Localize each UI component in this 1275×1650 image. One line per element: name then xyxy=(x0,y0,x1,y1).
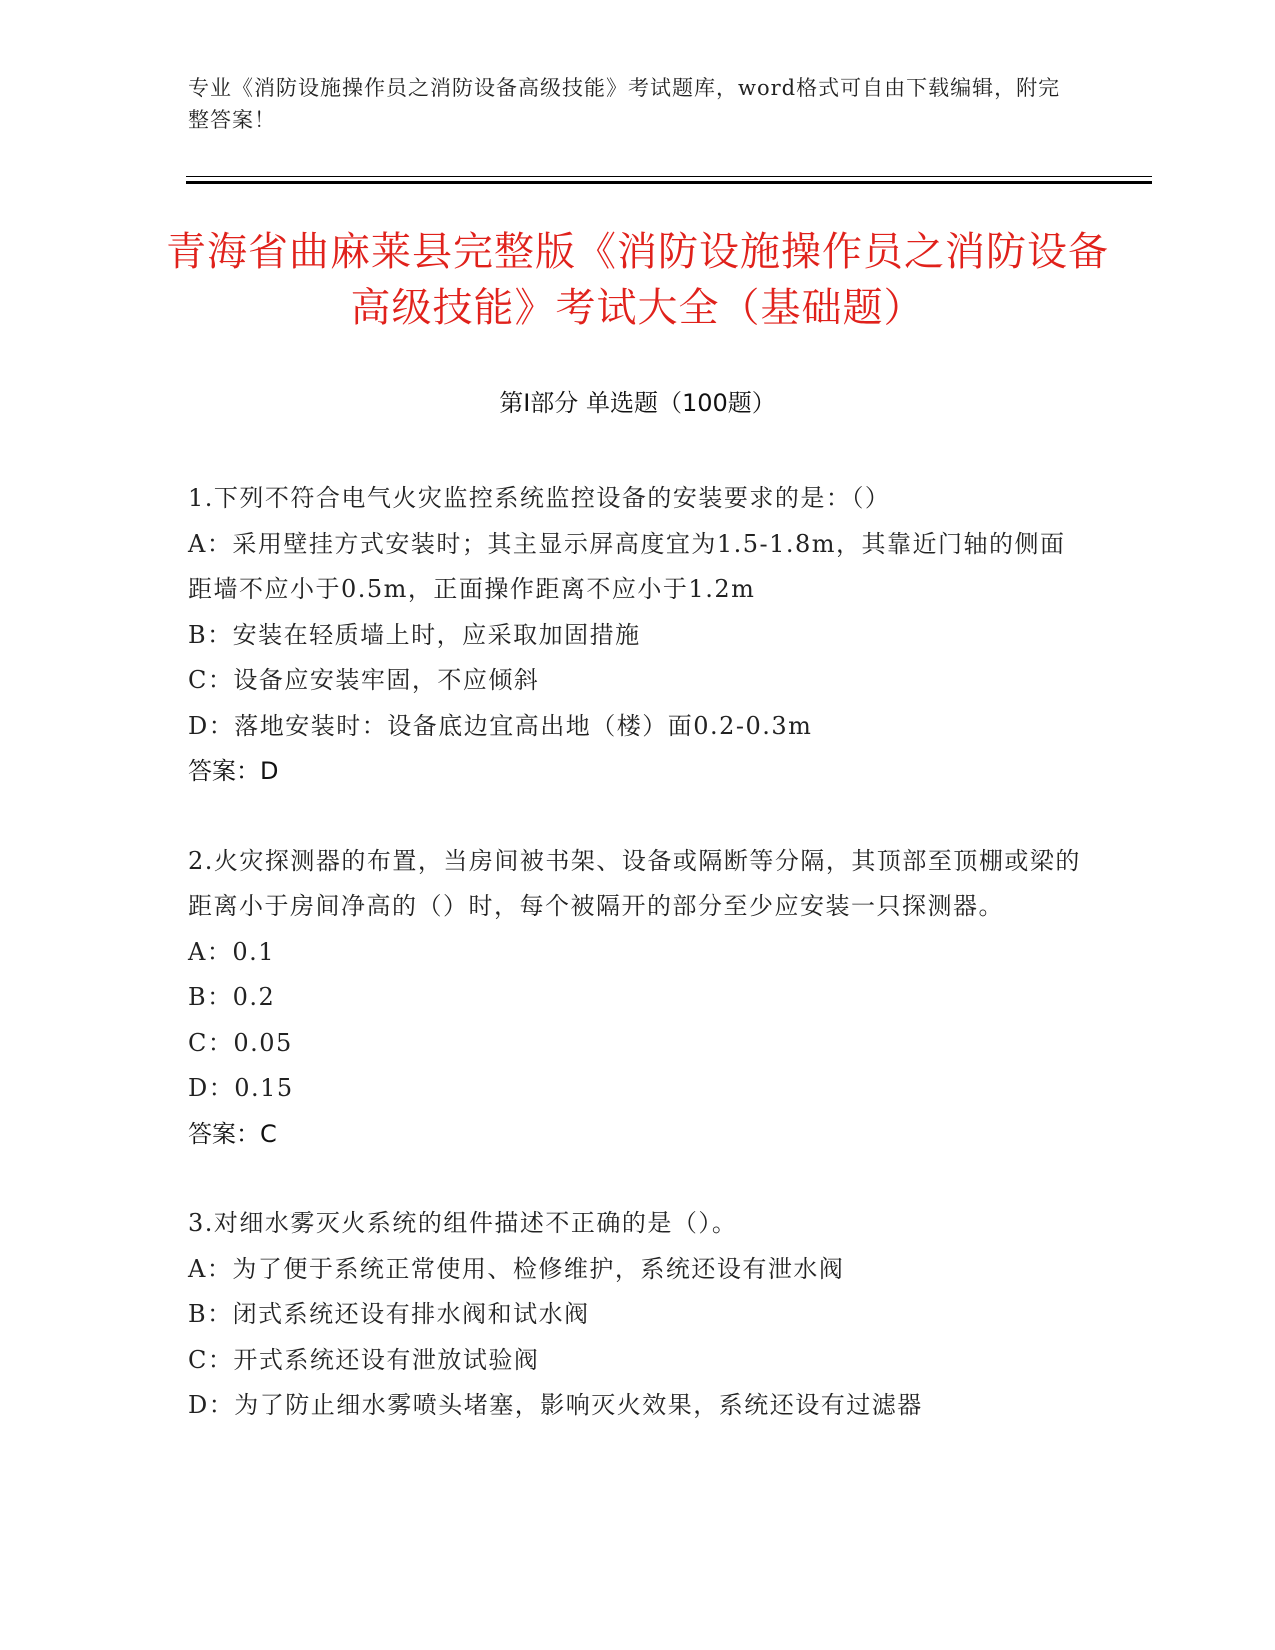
header-divider-thin xyxy=(186,176,1152,177)
section-heading: 第I部分 单选题（100题） xyxy=(499,389,776,417)
question-1 xyxy=(188,476,1088,795)
question-3 xyxy=(188,1201,1088,1429)
header-note: 专业《消防设施操作员之消防设备高级技能》考试题库，word格式可自由下载编辑，附完整答案！ xyxy=(188,76,1061,132)
option-d: D：落地安装时：设备底边宜高出地（楼）面0.2-0.3m xyxy=(188,711,813,740)
option-a: A：为了便于系统正常使用、检修维护，系统还设有泄水阀 xyxy=(188,1254,845,1283)
answer-line: 答案：C xyxy=(188,1119,277,1148)
option-c: C：开式系统还设有泄放试验阀 xyxy=(188,1345,540,1374)
option-b: B：安装在轻质墙上时，应采取加固措施 xyxy=(188,620,641,649)
option-b: B：闭式系统还设有排水阀和试水阀 xyxy=(188,1300,590,1328)
question-2 xyxy=(188,839,1088,1158)
option-d: D：0.15 xyxy=(188,1074,294,1102)
question-stem: 3.对细水雾灭火系统的组件描述不正确的是（）。 xyxy=(188,1209,738,1237)
answer-line: 答案：D xyxy=(188,757,279,785)
question-list xyxy=(188,476,1088,1473)
option-b: B：0.2 xyxy=(188,983,276,1011)
option-c: C：设备应安装牢固，不应倾斜 xyxy=(188,666,540,694)
question-stem: 1.下列不符合电气火灾监控系统监控设备的安装要求的是：（） xyxy=(188,484,891,512)
option-a: A：0.1 xyxy=(188,937,275,966)
header-divider-thick xyxy=(186,181,1152,184)
question-stem: 2.火灾探测器的布置，当房间被书架、设备或隔断等分隔，其顶部至顶棚或梁的距离小于房间净高的（）时，每个被隔开的部分至少应安装一只探测器。 xyxy=(188,846,1081,920)
option-d: D：为了防止细水雾喷头堵塞，影响灭火效果，系统还设有过滤器 xyxy=(188,1391,923,1419)
option-c: C：0.05 xyxy=(188,1028,293,1057)
document-title: 青海省曲麻莱县完整版《消防设施操作员之消防设备高级技能》考试大全（基础题） xyxy=(166,229,1109,331)
option-a: A：采用壁挂方式安装时；其主显示屏高度宜为1.5-1.8m，其靠近门轴的侧面距墙不应小于0.5m，正面操作距离不应小于1.2m xyxy=(188,529,1066,603)
